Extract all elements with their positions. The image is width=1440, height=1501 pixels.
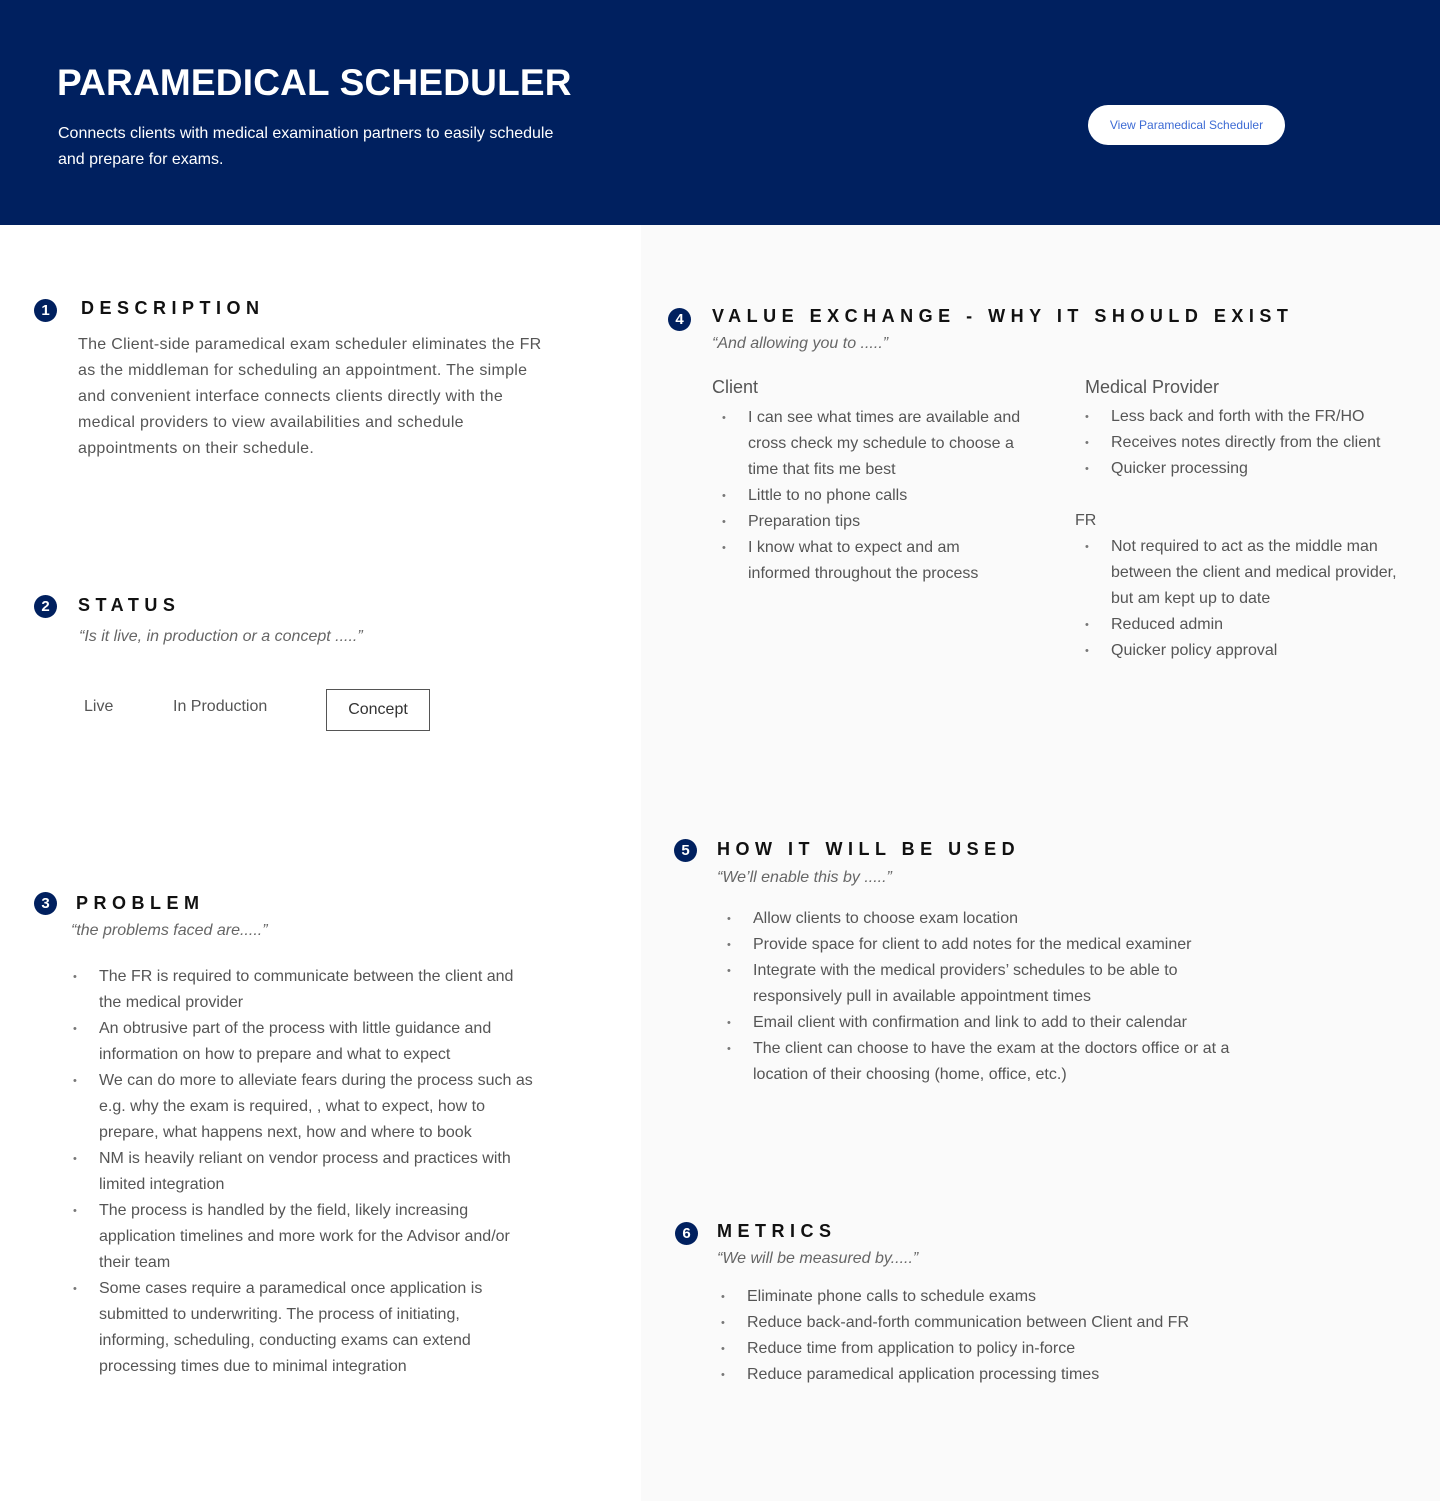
section-number-badge: 2	[34, 595, 57, 618]
list-item: • Email client with confirmation and link to add to their calendar	[727, 1010, 1267, 1036]
list-item: • Reduce paramedical application processing times	[721, 1362, 1281, 1388]
problem-quote: “the problems faced are.....”	[71, 922, 268, 939]
value-exchange-quote: “And allowing you to .....”	[712, 335, 889, 352]
page-subtitle: Connects clients with medical examination partners to easily schedule and prepare for exams.	[58, 125, 554, 168]
status-option-in-production[interactable]: In Production	[173, 698, 268, 715]
client-heading: Client	[712, 377, 759, 397]
medical-provider-heading: Medical Provider	[1085, 377, 1220, 397]
description-title: DESCRIPTION	[81, 298, 265, 318]
usage-quote: “We’ll enable this by .....”	[717, 869, 892, 886]
list-item: • Reduce back-and-forth communication between Client and FR	[721, 1310, 1281, 1336]
description-text: The Client-side paramedical exam scheduler eliminates the FR as the middleman for scheduling an appointment. The simple and convenient interface connects clients directly with the medical providers to view availabilities and schedule appointments on their schedule.	[78, 336, 542, 457]
page-header	[0, 0, 1440, 225]
page-title: PARAMEDICAL SCHEDULER	[57, 62, 572, 103]
list-item: • I know what to expect and am informed throughout the process	[722, 535, 1022, 587]
list-item: • Receives notes directly from the client	[1085, 430, 1425, 456]
section-number-badge: 6	[675, 1222, 698, 1245]
fr-heading: FR	[1075, 512, 1097, 529]
list-item: • We can do more to alleviate fears during the process such as e.g. why the exam is required, , what to expect, how to prepare, what happens next, how and where to book	[73, 1068, 533, 1146]
list-item: • Quicker processing	[1085, 456, 1425, 482]
status-option-live[interactable]: Live	[84, 698, 114, 715]
problem-list	[73, 964, 533, 1380]
list-item: • Reduce time from application to policy in-force	[721, 1336, 1281, 1362]
list-item: • Not required to act as the middle man between the client and medical provider, but am kept up to date	[1085, 534, 1405, 612]
section-number-badge: 5	[674, 839, 697, 862]
list-item: • Integrate with the medical providers’ schedules to be able to responsively pull in available appointment times	[727, 958, 1267, 1010]
list-item: • The FR is required to communicate between the client and the medical provider	[73, 964, 533, 1016]
section-number-badge: 1	[34, 299, 57, 322]
list-item: • NM is heavily reliant on vendor process and practices with limited integration	[73, 1146, 533, 1198]
medical-provider-benefits-list	[1085, 404, 1425, 482]
list-item: • Eliminate phone calls to schedule exams	[721, 1284, 1281, 1310]
list-item: • Provide space for client to add notes for the medical examiner	[727, 932, 1267, 958]
list-item: • An obtrusive part of the process with little guidance and information on how to prepare and what to expect	[73, 1016, 533, 1068]
section-number-badge: 4	[668, 308, 691, 331]
metrics-title: METRICS	[717, 1221, 837, 1241]
value-exchange-title: VALUE EXCHANGE - WHY IT SHOULD EXIST	[712, 306, 1294, 326]
list-item: • I can see what times are available and cross check my schedule to choose a time that fits me best	[722, 405, 1022, 483]
list-item: • Quicker policy approval	[1085, 638, 1405, 664]
usage-list	[727, 906, 1267, 1088]
status-title: STATUS	[78, 595, 181, 615]
fr-benefits-list	[1085, 534, 1405, 664]
problem-title: PROBLEM	[76, 893, 205, 913]
list-item: • The process is handled by the field, likely increasing application timelines and more work for the Advisor and/or their team	[73, 1198, 533, 1276]
metrics-list	[721, 1284, 1281, 1388]
status-quote: “Is it live, in production or a concept .....”	[79, 628, 363, 645]
list-item: • Some cases require a paramedical once application is submitted to underwriting. The process of initiating, informing, scheduling, conducting exams can extend processing times due to minimal integration	[73, 1276, 533, 1380]
list-item: • Allow clients to choose exam location	[727, 906, 1267, 932]
metrics-quote: “We will be measured by.....”	[717, 1250, 919, 1267]
usage-title: HOW IT WILL BE USED	[717, 839, 1021, 859]
list-item: • Less back and forth with the FR/HO	[1085, 404, 1425, 430]
list-item: • Reduced admin	[1085, 612, 1405, 638]
status-option-concept[interactable]: Concept	[326, 689, 430, 731]
section-number-badge: 3	[34, 892, 57, 915]
view-scheduler-button[interactable]: View Paramedical Scheduler	[1088, 105, 1285, 145]
list-item: • Preparation tips	[722, 509, 1022, 535]
list-item: • The client can choose to have the exam at the doctors office or at a location of their choosing (home, office, etc.)	[727, 1036, 1267, 1088]
client-benefits-list	[722, 405, 1022, 587]
list-item: • Little to no phone calls	[722, 483, 1022, 509]
